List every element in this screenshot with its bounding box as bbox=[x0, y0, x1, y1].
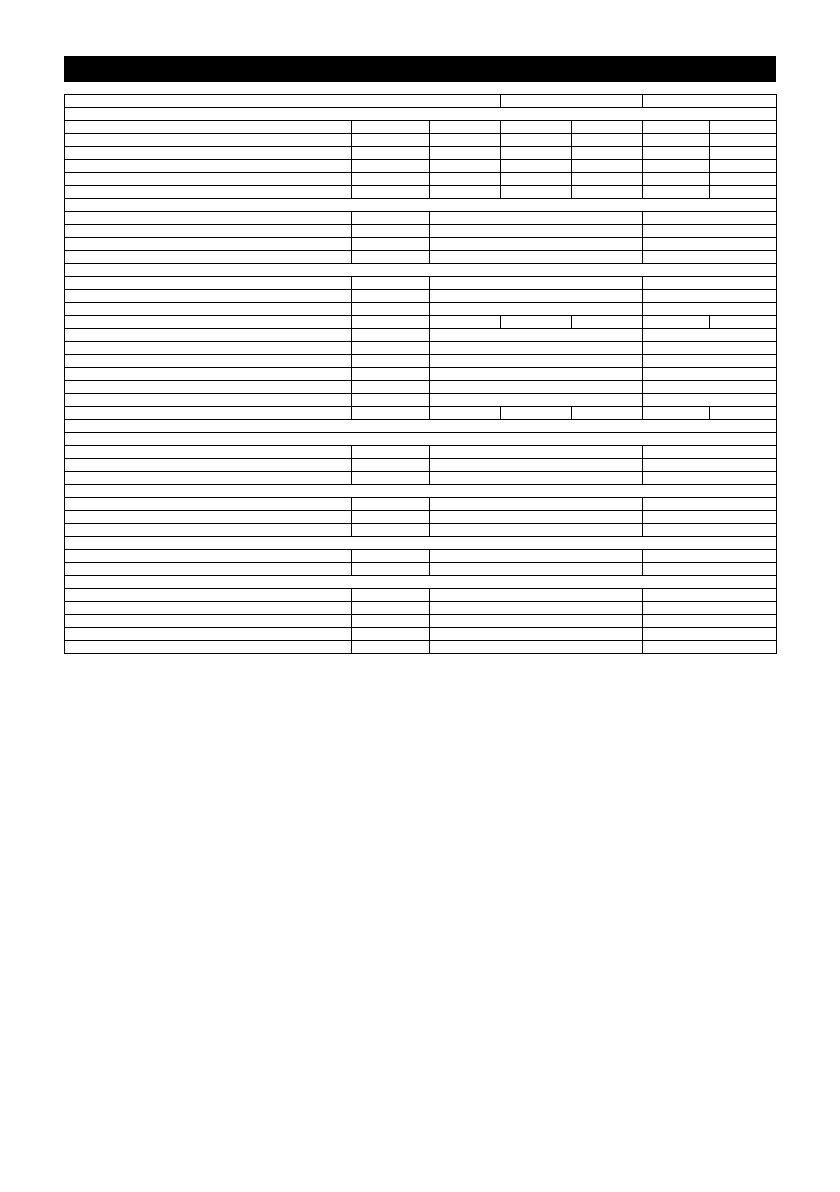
row-label bbox=[65, 641, 352, 654]
document-header-bar bbox=[64, 56, 776, 82]
row-cell-unit bbox=[352, 628, 430, 641]
specification-table-body bbox=[65, 95, 777, 654]
row-cell-value bbox=[430, 459, 643, 472]
row-cell bbox=[572, 160, 643, 173]
section-subheading bbox=[65, 433, 777, 446]
table-row bbox=[65, 589, 777, 602]
table-row bbox=[65, 628, 777, 641]
section-heading bbox=[65, 537, 777, 550]
row-cell bbox=[572, 316, 643, 329]
row-label bbox=[65, 368, 352, 381]
table-row bbox=[65, 238, 777, 251]
table-row bbox=[65, 498, 777, 511]
row-cell-unit bbox=[352, 316, 430, 329]
row-label bbox=[65, 446, 352, 459]
row-cell-value bbox=[430, 472, 643, 485]
row-cell-unit bbox=[352, 524, 430, 537]
table-row bbox=[65, 563, 777, 576]
row-cell bbox=[501, 160, 572, 173]
row-cell-value bbox=[430, 225, 643, 238]
row-cell-unit bbox=[352, 225, 430, 238]
row-cell-value bbox=[430, 368, 643, 381]
row-cell bbox=[352, 160, 430, 173]
row-cell-unit bbox=[352, 368, 430, 381]
table-row bbox=[65, 550, 777, 563]
meta-cell-value-1 bbox=[501, 95, 643, 108]
row-cell-value bbox=[430, 446, 643, 459]
row-cell-value bbox=[430, 602, 643, 615]
table-row bbox=[65, 173, 777, 186]
table-row bbox=[65, 95, 777, 108]
row-cell bbox=[643, 147, 710, 160]
row-label bbox=[65, 589, 352, 602]
row-cell-value bbox=[430, 238, 643, 251]
specification-table bbox=[64, 94, 777, 654]
row-cell-unit bbox=[352, 238, 430, 251]
row-cell bbox=[710, 121, 777, 134]
meta-cell-label bbox=[65, 95, 501, 108]
row-cell-unit bbox=[352, 381, 430, 394]
row-cell-value bbox=[430, 212, 643, 225]
row-label bbox=[65, 290, 352, 303]
table-row bbox=[65, 368, 777, 381]
section-heading bbox=[65, 264, 777, 277]
table-section-row bbox=[65, 433, 777, 446]
row-cell-unit bbox=[352, 472, 430, 485]
table-section-row bbox=[65, 420, 777, 433]
row-cell-extra bbox=[643, 641, 777, 654]
row-cell-unit bbox=[352, 615, 430, 628]
row-cell bbox=[572, 186, 643, 199]
row-cell-extra bbox=[643, 303, 777, 316]
table-section-row bbox=[65, 108, 777, 121]
row-label bbox=[65, 459, 352, 472]
row-cell-unit bbox=[352, 251, 430, 264]
row-cell bbox=[352, 173, 430, 186]
table-row bbox=[65, 459, 777, 472]
row-cell bbox=[710, 407, 777, 420]
row-cell bbox=[643, 134, 710, 147]
row-label bbox=[65, 472, 352, 485]
row-cell bbox=[643, 160, 710, 173]
table-row bbox=[65, 602, 777, 615]
row-cell-extra bbox=[643, 212, 777, 225]
row-cell bbox=[430, 407, 501, 420]
row-cell-extra bbox=[643, 290, 777, 303]
row-label bbox=[65, 121, 352, 134]
row-cell-extra bbox=[643, 225, 777, 238]
table-section-row bbox=[65, 264, 777, 277]
row-cell-value bbox=[430, 524, 643, 537]
row-cell-extra bbox=[643, 563, 777, 576]
row-cell bbox=[710, 316, 777, 329]
row-cell-extra bbox=[643, 446, 777, 459]
row-cell-unit bbox=[352, 394, 430, 407]
row-label bbox=[65, 329, 352, 342]
table-row bbox=[65, 290, 777, 303]
row-cell-extra bbox=[643, 394, 777, 407]
table-row bbox=[65, 446, 777, 459]
table-row bbox=[65, 147, 777, 160]
section-heading bbox=[65, 485, 777, 498]
table-row bbox=[65, 303, 777, 316]
row-cell bbox=[501, 186, 572, 199]
table-row bbox=[65, 212, 777, 225]
row-cell-unit bbox=[352, 303, 430, 316]
row-cell-value bbox=[430, 355, 643, 368]
row-cell-unit bbox=[352, 342, 430, 355]
row-cell-value bbox=[430, 589, 643, 602]
row-cell bbox=[501, 147, 572, 160]
row-cell-value bbox=[430, 498, 643, 511]
row-cell-unit bbox=[352, 511, 430, 524]
table-row bbox=[65, 342, 777, 355]
row-cell-extra bbox=[643, 628, 777, 641]
table-section-row bbox=[65, 199, 777, 212]
row-label bbox=[65, 498, 352, 511]
table-row bbox=[65, 381, 777, 394]
row-cell-value bbox=[430, 628, 643, 641]
row-cell-extra bbox=[643, 238, 777, 251]
row-cell bbox=[572, 173, 643, 186]
table-row bbox=[65, 524, 777, 537]
row-cell-value bbox=[430, 394, 643, 407]
row-label bbox=[65, 615, 352, 628]
row-cell-value bbox=[430, 563, 643, 576]
row-label bbox=[65, 381, 352, 394]
row-cell-extra bbox=[643, 459, 777, 472]
row-cell-value bbox=[430, 290, 643, 303]
row-cell bbox=[501, 173, 572, 186]
row-cell bbox=[643, 121, 710, 134]
row-cell bbox=[430, 134, 501, 147]
row-label bbox=[65, 134, 352, 147]
row-cell bbox=[643, 173, 710, 186]
table-row bbox=[65, 394, 777, 407]
row-cell bbox=[710, 147, 777, 160]
row-cell-extra bbox=[643, 602, 777, 615]
row-cell bbox=[430, 173, 501, 186]
row-cell-extra bbox=[643, 615, 777, 628]
table-row bbox=[65, 186, 777, 199]
row-cell-unit bbox=[352, 407, 430, 420]
row-cell-value bbox=[430, 251, 643, 264]
table-row bbox=[65, 316, 777, 329]
table-row bbox=[65, 407, 777, 420]
row-label bbox=[65, 251, 352, 264]
row-label bbox=[65, 173, 352, 186]
row-cell bbox=[643, 186, 710, 199]
row-label bbox=[65, 225, 352, 238]
row-cell bbox=[501, 316, 572, 329]
table-row bbox=[65, 134, 777, 147]
meta-cell-value-2 bbox=[643, 95, 777, 108]
table-row bbox=[65, 641, 777, 654]
row-cell bbox=[643, 407, 710, 420]
row-label bbox=[65, 303, 352, 316]
row-cell-value bbox=[430, 342, 643, 355]
row-label bbox=[65, 511, 352, 524]
row-cell-extra bbox=[643, 251, 777, 264]
table-row bbox=[65, 615, 777, 628]
row-cell-extra bbox=[643, 355, 777, 368]
row-cell-unit bbox=[352, 212, 430, 225]
row-cell bbox=[572, 121, 643, 134]
row-cell-unit bbox=[352, 563, 430, 576]
row-cell-extra bbox=[643, 589, 777, 602]
row-cell bbox=[430, 160, 501, 173]
row-cell bbox=[501, 407, 572, 420]
row-cell bbox=[643, 316, 710, 329]
row-label bbox=[65, 524, 352, 537]
row-cell-value bbox=[430, 550, 643, 563]
table-row bbox=[65, 277, 777, 290]
row-cell bbox=[430, 316, 501, 329]
row-cell-extra bbox=[643, 524, 777, 537]
row-cell bbox=[710, 134, 777, 147]
row-cell bbox=[352, 186, 430, 199]
table-section-row bbox=[65, 537, 777, 550]
table-row bbox=[65, 472, 777, 485]
row-cell bbox=[572, 134, 643, 147]
row-cell-unit bbox=[352, 641, 430, 654]
table-row bbox=[65, 355, 777, 368]
row-label bbox=[65, 394, 352, 407]
row-cell-extra bbox=[643, 511, 777, 524]
row-cell bbox=[572, 147, 643, 160]
row-cell bbox=[710, 173, 777, 186]
row-cell bbox=[501, 134, 572, 147]
row-cell-extra bbox=[643, 329, 777, 342]
row-label bbox=[65, 342, 352, 355]
row-cell-extra bbox=[643, 472, 777, 485]
table-row bbox=[65, 121, 777, 134]
row-cell bbox=[352, 134, 430, 147]
row-cell-value bbox=[430, 511, 643, 524]
row-cell-unit bbox=[352, 277, 430, 290]
table-row bbox=[65, 511, 777, 524]
row-cell-extra bbox=[643, 342, 777, 355]
row-cell-value bbox=[430, 381, 643, 394]
row-cell bbox=[430, 147, 501, 160]
row-cell-value bbox=[430, 277, 643, 290]
row-label bbox=[65, 212, 352, 225]
row-cell bbox=[572, 407, 643, 420]
row-label bbox=[65, 407, 352, 420]
row-cell-unit bbox=[352, 602, 430, 615]
row-cell-unit bbox=[352, 498, 430, 511]
row-cell-unit bbox=[352, 290, 430, 303]
row-cell-value bbox=[430, 303, 643, 316]
table-section-row bbox=[65, 485, 777, 498]
row-cell-value bbox=[430, 329, 643, 342]
row-label bbox=[65, 147, 352, 160]
table-row bbox=[65, 160, 777, 173]
row-cell bbox=[710, 160, 777, 173]
row-cell bbox=[501, 121, 572, 134]
row-cell-extra bbox=[643, 381, 777, 394]
row-label bbox=[65, 355, 352, 368]
row-cell-value bbox=[430, 615, 643, 628]
table-row bbox=[65, 329, 777, 342]
row-label bbox=[65, 160, 352, 173]
row-cell-unit bbox=[352, 550, 430, 563]
row-cell-value bbox=[430, 641, 643, 654]
row-cell bbox=[430, 186, 501, 199]
row-cell-unit bbox=[352, 355, 430, 368]
row-cell-unit bbox=[352, 329, 430, 342]
row-label bbox=[65, 277, 352, 290]
row-cell bbox=[352, 147, 430, 160]
row-cell-unit bbox=[352, 459, 430, 472]
section-heading bbox=[65, 576, 777, 589]
table-row bbox=[65, 225, 777, 238]
row-cell bbox=[430, 121, 501, 134]
row-cell-extra bbox=[643, 550, 777, 563]
row-label bbox=[65, 563, 352, 576]
section-heading bbox=[65, 108, 777, 121]
row-label bbox=[65, 550, 352, 563]
row-cell-unit bbox=[352, 446, 430, 459]
section-heading bbox=[65, 199, 777, 212]
row-label bbox=[65, 602, 352, 615]
row-cell-extra bbox=[643, 498, 777, 511]
row-cell bbox=[352, 121, 430, 134]
table-row bbox=[65, 251, 777, 264]
row-cell-unit bbox=[352, 589, 430, 602]
row-cell-extra bbox=[643, 368, 777, 381]
row-label bbox=[65, 316, 352, 329]
row-cell bbox=[710, 186, 777, 199]
table-section-row bbox=[65, 576, 777, 589]
row-label bbox=[65, 238, 352, 251]
row-label bbox=[65, 628, 352, 641]
row-cell-extra bbox=[643, 277, 777, 290]
row-label bbox=[65, 186, 352, 199]
section-heading bbox=[65, 420, 777, 433]
